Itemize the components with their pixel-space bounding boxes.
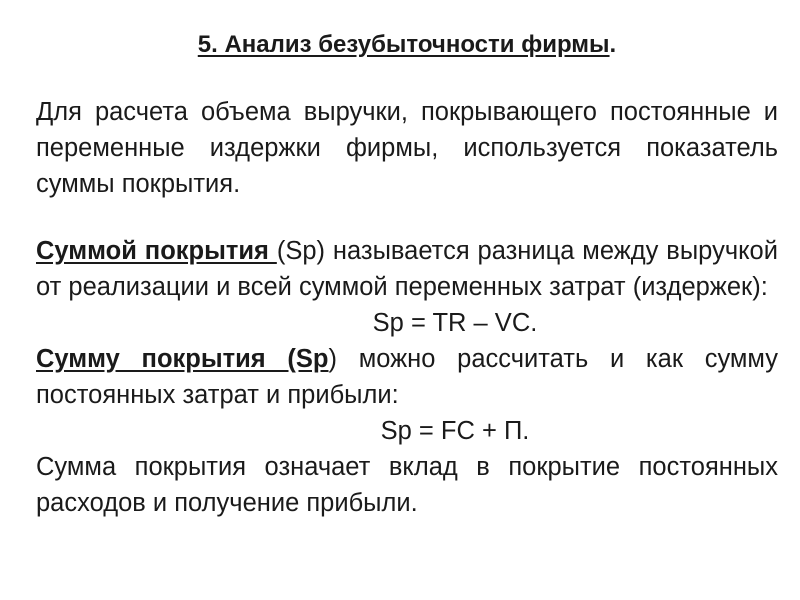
second-paragraph	[36, 341, 778, 413]
definition-text: называется разница между выручкой от реализации и всей суммой переменных затрат (издержек):	[36, 237, 778, 301]
slide-title	[36, 28, 778, 62]
formula-sp-tr-vc: Sp = TR – VC.	[372, 309, 538, 337]
paragraph-spacer	[36, 202, 778, 233]
definition-paragraph	[36, 233, 778, 305]
second-term-close: )	[328, 345, 337, 373]
second-text: можно рассчитать и как сумму постоянных затрат и прибыли:	[36, 345, 779, 409]
formula-sp-fc-p: Sp = FC + П.	[380, 417, 530, 445]
conclusion-paragraph: Сумма покрытия означает вклад в покрытие постоянных расходов и получение прибыли.	[36, 453, 778, 517]
definition-abbr: (Sp)	[276, 237, 326, 265]
slide-content	[36, 28, 778, 521]
definition-term: Суммой покрытия	[36, 237, 277, 265]
slide-title-period: .	[609, 31, 617, 58]
slide-title-text: 5. Анализ безубыточности фирмы	[197, 31, 610, 58]
second-term: Сумму покрытия (Sp	[36, 345, 329, 373]
intro-paragraph: Для расчета объема выручки, покрывающего постоянные и переменные издержки фирмы, используется показатель суммы покрытия.	[36, 98, 778, 198]
